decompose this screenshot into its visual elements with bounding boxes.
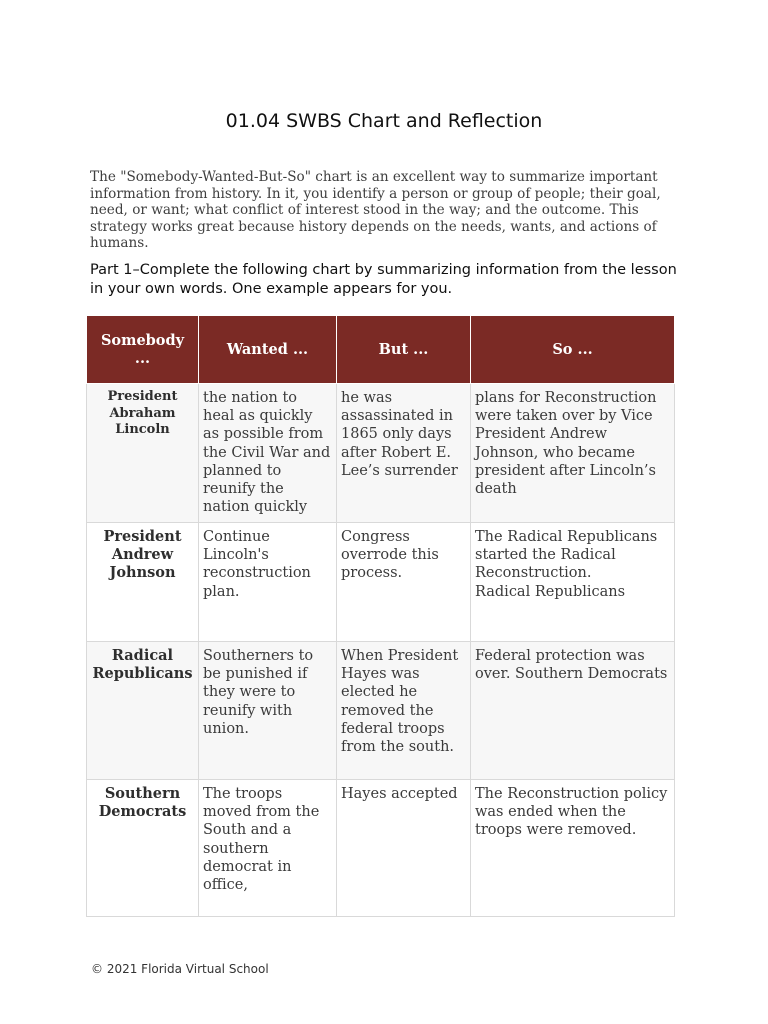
cell-somebody[interactable]: Radical Republicans [87,642,199,780]
cell-but[interactable]: Congress overrode this process. [337,523,471,642]
cell-wanted[interactable]: Continue Lincoln's reconstruction plan. [199,523,337,642]
intro-paragraph: The "Somebody-Wanted-But-So" chart is an excellent way to summarize important information from history. In it, you identify a person or group of people; their goal, need, or want; what conflict of interest stood in the way; and the outcome. This strategy works great because history depends on the needs, wants, and actions of humans. [90,169,661,251]
cell-so[interactable]: Federal protection was over. Southern Democrats [471,642,675,780]
table-row [87,523,675,642]
cell-wanted[interactable]: The troops moved from the South and a southern democrat in office, [199,780,337,917]
table-row [87,384,675,523]
header-row [87,316,675,384]
header-but: But ... [337,316,471,384]
cell-but[interactable]: he was assassinated in 1865 only days after Robert E. Lee’s surrender [337,384,471,523]
cell-so[interactable]: plans for Reconstruction were taken over by Vice President Andrew Johnson, who became president after Lincoln’s death [471,384,675,523]
table-row [87,642,675,780]
cell-but[interactable]: When President Hayes was elected he removed the federal troops from the south. [337,642,471,780]
copyright-footer: © 2021 Florida Virtual School [91,962,269,976]
cell-so[interactable] [471,523,675,642]
header-so: So ... [471,316,675,384]
cell-so[interactable]: The Reconstruction policy was ended when the troops were removed. [471,780,675,917]
table-row [87,780,675,917]
header-somebody: Somebody ... [87,316,199,384]
cell-but[interactable]: Hayes accepted [337,780,471,917]
cell-so-extra-text: Radical Republicans [475,583,626,600]
cell-somebody[interactable]: Southern Democrats [87,780,199,917]
cell-somebody[interactable]: President Abraham Lincoln [87,384,199,523]
cell-wanted[interactable]: the nation to heal as quickly as possible from the Civil War and planned to reunify the nation quickly [199,384,337,523]
part1-instructions: Part 1–Complete the following chart by summarizing information from the lesson in your own words. One example appears for you. [90,262,677,297]
cell-somebody[interactable]: President Andrew Johnson [87,523,199,642]
cell-wanted[interactable]: Southerners to be punished if they were to reunify with union. [199,642,337,780]
header-wanted: Wanted ... [199,316,337,384]
page-title: 01.04 SWBS Chart and Reflection [225,110,543,132]
cell-so-text: The Radical Republicans started the Radical Reconstruction. [475,529,658,582]
swbs-chart [86,315,675,917]
